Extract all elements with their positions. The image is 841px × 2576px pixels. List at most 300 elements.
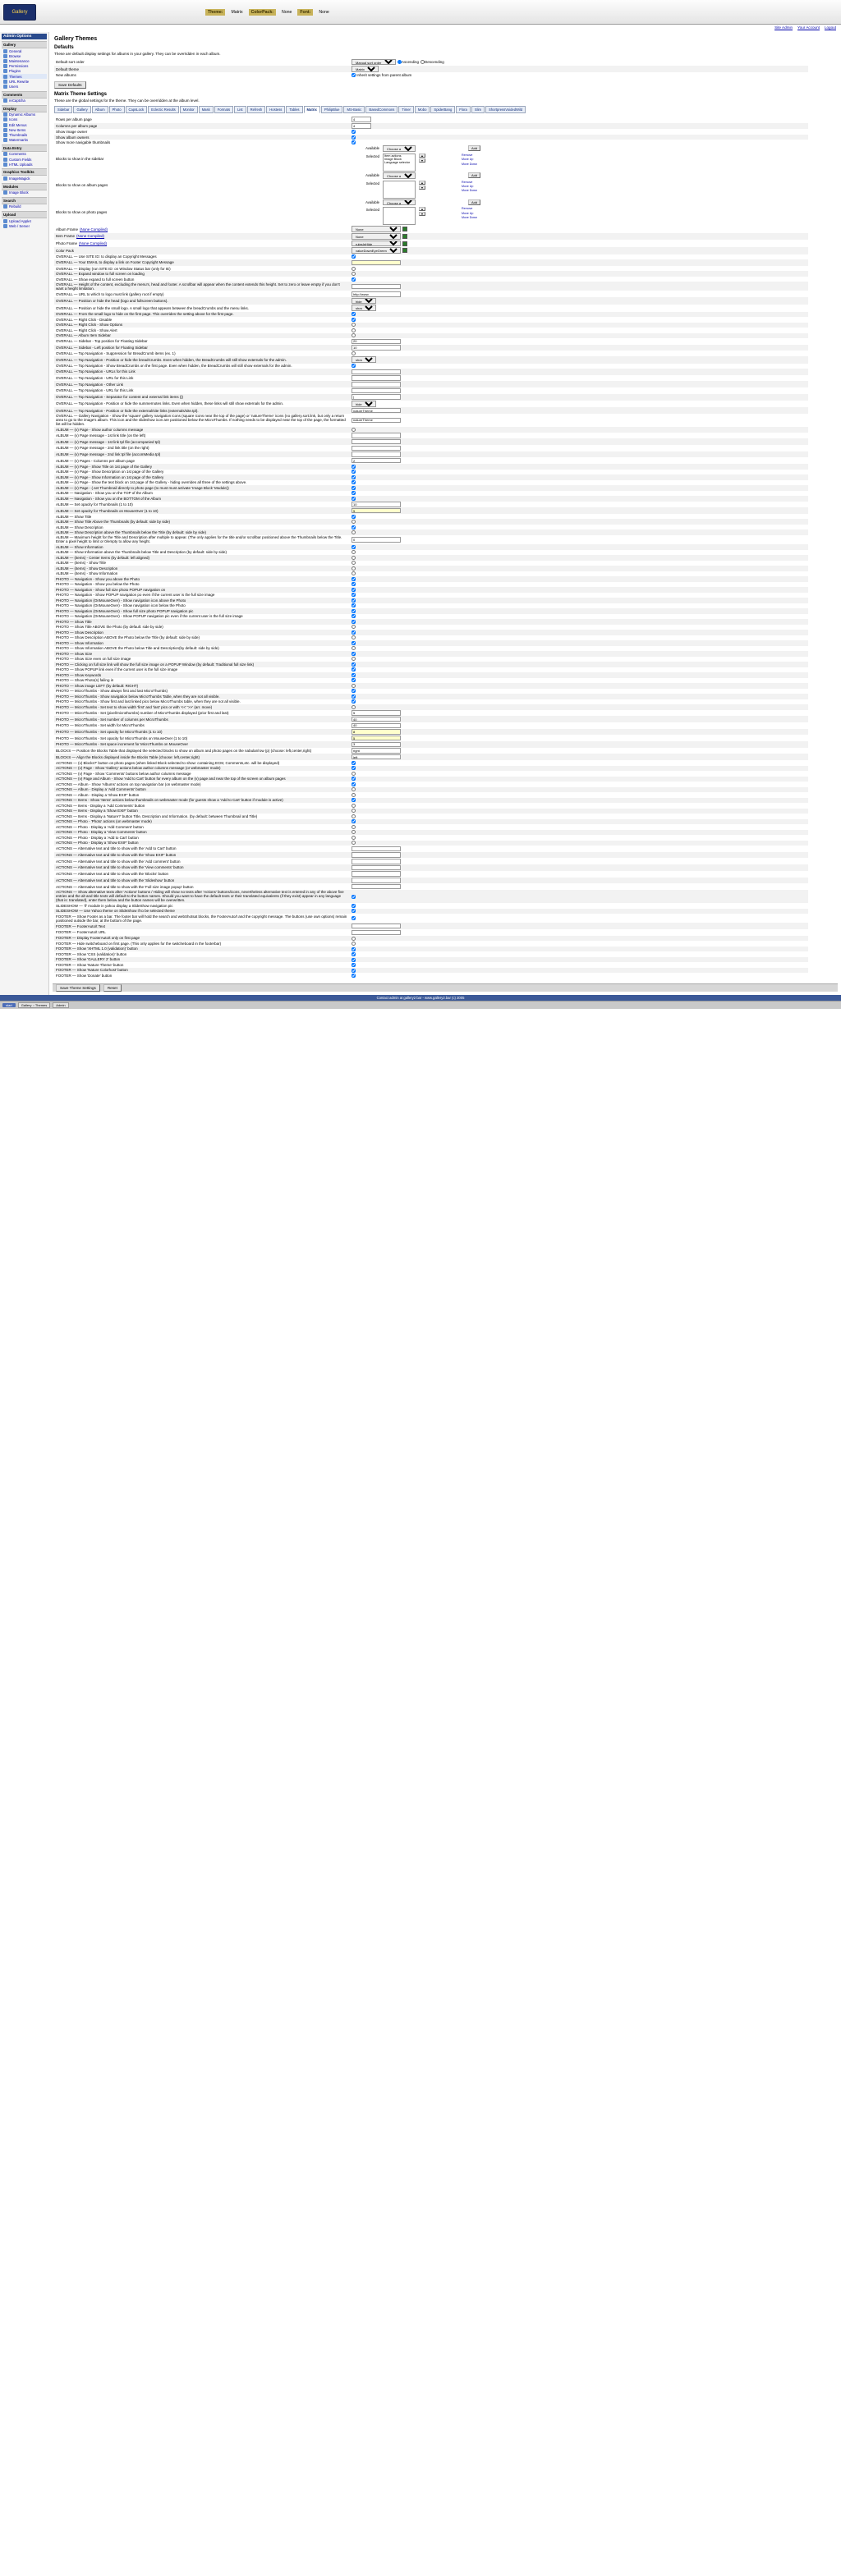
option-text-input[interactable] xyxy=(352,878,401,883)
table-row xyxy=(54,914,808,923)
option-label: PHOTO — Navigation (OnMouseOver) - Show POPUP navigation pic even if the current user is the full size image xyxy=(56,614,243,619)
default-theme-label: Default theme xyxy=(56,66,80,71)
list-item[interactable]: Language selector xyxy=(384,160,411,164)
option-text-input[interactable] xyxy=(352,742,401,748)
tab-mobo[interactable]: Mobo xyxy=(415,106,430,113)
option-checkbox[interactable] xyxy=(352,582,356,586)
option-select[interactable] xyxy=(352,401,376,407)
option-text-input[interactable] xyxy=(352,723,401,729)
move-up-arrow-icon[interactable]: ▲ xyxy=(419,207,425,211)
option-text-input[interactable] xyxy=(352,736,401,741)
option-text-input[interactable] xyxy=(352,382,401,387)
option-checkbox[interactable] xyxy=(352,705,356,709)
option-text-input[interactable] xyxy=(352,930,401,936)
option-label: OVERALL — Show expand to full screen button xyxy=(56,277,135,282)
block-remove-link[interactable]: Remove xyxy=(462,153,473,157)
option-label: ACTIONS — (v) Page - Show 'Comments' buttons below author columns message xyxy=(56,771,191,776)
option-label: OVERALL — Top Navigation - Suppression for BreadCrumb items (ex. 1) xyxy=(56,351,176,356)
sidebar-item-label: Thumbnails xyxy=(9,133,28,138)
option-text-input[interactable] xyxy=(352,502,401,507)
option-label: ALBUM — Maximum height for the Title and Description after multiple to appear. (The only applies for the title and/or scrollbar positioned above the Thumbnails below the Title. Enter a pixel height to limit or 0/empty to allow any height. xyxy=(56,535,342,544)
picker-select[interactable] xyxy=(352,226,401,232)
option-checkbox[interactable] xyxy=(352,662,356,667)
option-label: PHOTO — Show image LEFT (by default: RIGHT) xyxy=(56,683,139,688)
option-checkbox[interactable] xyxy=(352,809,356,813)
option-checkbox[interactable] xyxy=(352,947,356,951)
sidebar-title: Admin Options xyxy=(2,34,47,39)
option-label: FOOTER — FooterAuto/t URL xyxy=(56,930,106,935)
tab-spiderbang[interactable]: SpiderBang xyxy=(430,106,455,113)
list-item[interactable]: Item actions xyxy=(384,154,402,158)
sidebar-item-label: HTML Uploads xyxy=(9,162,33,167)
option-checkbox[interactable] xyxy=(352,830,356,834)
option-label: PHOTO — MicroThumbs - Set number of columns per MicroThumbs xyxy=(56,717,168,722)
option-label: OVERALL — URL to which to logo must link (gallery root if empty) xyxy=(56,291,164,296)
option-checkbox[interactable] xyxy=(352,841,356,845)
option-checkbox[interactable] xyxy=(352,545,356,549)
tab-refresh[interactable]: Refresh xyxy=(247,106,266,113)
sidebar-item-label: Themes xyxy=(9,74,22,79)
picker-select[interactable] xyxy=(352,233,401,240)
option-label: OVERALL — Position or hide the head (logo and fullscreen buttons). xyxy=(56,298,168,303)
page-title: Gallery Themes xyxy=(54,36,98,42)
tab-list[interactable]: List xyxy=(234,106,246,113)
option-checkbox[interactable] xyxy=(352,475,356,479)
option-text-input[interactable] xyxy=(352,458,401,464)
move-down-arrow-icon[interactable]: ▼ xyxy=(419,158,425,163)
sidebar-item-watermarks[interactable] xyxy=(2,138,47,143)
tab-matrix[interactable]: Matrix xyxy=(304,106,320,113)
option-text-input[interactable] xyxy=(352,439,401,445)
option-checkbox[interactable] xyxy=(352,593,356,597)
browser-topbar xyxy=(0,0,841,25)
option-label: FOOTER — Show 'Nature Theme' button xyxy=(56,962,124,967)
option-checkbox[interactable] xyxy=(352,772,356,776)
option-label: ACTIONS — Items - Display a 'Show EXIF' button xyxy=(56,809,138,814)
option-checkbox[interactable] xyxy=(352,694,356,699)
picker-link[interactable]: (None Compiled) xyxy=(79,241,108,246)
table-row xyxy=(54,883,808,890)
block-remove-link[interactable]: Remove xyxy=(462,180,473,184)
option-checkbox[interactable] xyxy=(352,804,356,808)
option-checkbox[interactable] xyxy=(352,673,356,677)
table-row xyxy=(54,445,808,451)
option-label: FOOTER — Show 'GALLERY 2' button xyxy=(56,957,121,962)
option-checkbox[interactable] xyxy=(352,277,356,282)
tab-gallery[interactable]: Gallery xyxy=(73,106,90,113)
color-swatch xyxy=(402,241,407,246)
image-icon xyxy=(3,176,7,181)
option-select[interactable] xyxy=(352,356,376,363)
option-checkbox[interactable] xyxy=(352,678,356,682)
option-label: ACTIONS — Photo - Display a 'Show EXIF' button xyxy=(56,841,139,846)
theme-settings-note: These are the global settings for the theme. They can be overridden at the album level. xyxy=(54,98,200,103)
option-label: OVERALL — Sidebar - Top position for Floating Sidebar xyxy=(56,339,148,344)
option-checkbox[interactable] xyxy=(352,318,356,322)
option-text-input[interactable] xyxy=(352,388,401,394)
tab-sidebar[interactable]: Sidebar xyxy=(54,106,72,113)
option-checkbox[interactable] xyxy=(352,550,356,554)
option-checkbox[interactable] xyxy=(352,609,356,613)
icons-icon xyxy=(3,117,7,121)
tab-ms-basic[interactable]: MS-Basic xyxy=(343,106,365,113)
move-up-arrow-icon[interactable]: ▲ xyxy=(419,181,425,185)
setting-checkbox[interactable] xyxy=(352,130,356,134)
setting-checkbox[interactable] xyxy=(352,140,356,144)
setting-text-input[interactable] xyxy=(352,117,371,122)
option-checkbox[interactable] xyxy=(352,782,356,786)
option-text-input[interactable] xyxy=(352,846,401,852)
defaults-note: These are default display settings for albums in your gallery. They can be overridden in each album. xyxy=(54,52,221,56)
option-checkbox[interactable] xyxy=(352,942,356,946)
reset-button[interactable]: Reset xyxy=(103,984,122,992)
tab-formats[interactable]: Formats xyxy=(214,106,233,113)
option-checkbox[interactable] xyxy=(352,566,356,571)
tab-hostess[interactable]: Hostess xyxy=(266,106,285,113)
font-value[interactable]: None xyxy=(319,9,329,15)
option-checkbox[interactable] xyxy=(352,699,356,704)
tab-basedcommons[interactable]: BasedCommons xyxy=(365,106,398,113)
option-label: OVERALL — Top Navigation - Separator for content and external link items (|) xyxy=(56,395,183,400)
tab-flora[interactable]: Flora xyxy=(456,106,471,113)
setting-text-input[interactable] xyxy=(352,123,371,129)
sidebar-item-rebuild[interactable] xyxy=(2,204,47,209)
option-checkbox[interactable] xyxy=(352,909,356,913)
option-checkbox[interactable] xyxy=(352,556,356,560)
option-checkbox[interactable] xyxy=(352,351,356,355)
option-checkbox[interactable] xyxy=(352,684,356,688)
selected-label: Selected xyxy=(365,208,379,213)
option-checkbox[interactable] xyxy=(352,603,356,607)
selected-blocks-list[interactable] xyxy=(383,181,416,199)
sidebar-item-web-server[interactable] xyxy=(2,223,47,228)
new-albums-label: New albums xyxy=(56,73,76,78)
option-label: OVERALL — Album Item Sidebar xyxy=(56,333,111,338)
setting-checkbox[interactable] xyxy=(352,135,356,140)
option-text-input[interactable] xyxy=(352,260,401,266)
available-blocks-select[interactable] xyxy=(383,199,416,206)
option-checkbox[interactable] xyxy=(352,652,356,656)
table-row xyxy=(54,710,808,717)
option-checkbox[interactable] xyxy=(352,333,356,337)
sidebar-item-label: General xyxy=(9,48,22,53)
tab-tables[interactable]: Tables xyxy=(286,106,302,113)
option-label: ACTIONS — Photo - 'Photo' actions (on webmaster mode) xyxy=(56,819,152,824)
option-checkbox[interactable] xyxy=(352,515,356,519)
option-label: PHOTO — Show Size xyxy=(56,651,93,656)
option-checkbox[interactable] xyxy=(352,530,356,534)
option-checkbox[interactable] xyxy=(352,497,356,501)
sidebar-heading-upload: Upload xyxy=(2,211,47,218)
tab-eclectic-results[interactable]: Eclectic Results xyxy=(148,106,179,113)
option-checkbox[interactable] xyxy=(352,625,356,629)
option-checkbox[interactable] xyxy=(352,571,356,575)
block-move-down-link[interactable]: Move Down xyxy=(462,189,477,193)
option-text-input[interactable] xyxy=(352,451,401,457)
option-label: FOOTER — Show 'Donate' button xyxy=(56,973,113,978)
option-label: PHOTO — MicroThumbs - Set width for MicroThumbs xyxy=(56,723,145,728)
option-checkbox[interactable] xyxy=(352,793,356,797)
browse-icon xyxy=(3,54,7,58)
option-checkbox[interactable] xyxy=(352,577,356,581)
site-admin-link[interactable]: Site Admin xyxy=(774,25,793,30)
option-text-input[interactable] xyxy=(352,446,401,451)
option-checkbox[interactable] xyxy=(352,520,356,524)
option-checkbox[interactable] xyxy=(352,480,356,484)
picker-select[interactable] xyxy=(352,241,401,247)
picker-link[interactable]: (None Compiled) xyxy=(76,234,105,239)
option-checkbox[interactable] xyxy=(352,328,356,332)
tab-album[interactable]: Album xyxy=(92,106,108,113)
option-checkbox[interactable] xyxy=(352,525,356,529)
option-checkbox[interactable] xyxy=(352,272,356,276)
selected-label: Selected xyxy=(365,181,379,186)
sidebar-item-label: Rebuild xyxy=(9,204,21,209)
option-checkbox[interactable] xyxy=(352,620,356,624)
block-picker-label: Blocks to show on photo pages xyxy=(56,209,108,214)
table-row xyxy=(54,381,808,387)
option-checkbox[interactable] xyxy=(352,958,356,962)
option-label: BLOCKS — Align the Blocks displayed inside the Blocks Table (choose: left,center,right) xyxy=(56,754,200,759)
option-checkbox[interactable] xyxy=(352,974,356,978)
option-checkbox[interactable] xyxy=(352,787,356,791)
option-checkbox[interactable] xyxy=(352,689,356,693)
tab-monitor[interactable]: Monitor xyxy=(180,106,198,113)
option-checkbox[interactable] xyxy=(352,657,356,661)
option-label: PHOTO — MicroThumbs - Set (pixel/microthumbs) number of MicroThumbs displayed (prior first and last) xyxy=(56,710,229,715)
option-text-input[interactable] xyxy=(352,884,401,890)
picker-link[interactable]: (None Compiled) xyxy=(80,227,108,231)
option-label: PHOTO — MicroThumbs - Set text to show width 'first' and 'last' pics or with '<<' '>>' (arr. move) xyxy=(56,704,213,709)
picker-title: Photo Frame xyxy=(56,241,78,246)
available-blocks-select[interactable] xyxy=(383,145,416,152)
sidebar-item-recaptcha[interactable] xyxy=(2,99,47,103)
option-text-input[interactable] xyxy=(352,369,401,375)
block-move-down-link[interactable]: Move Down xyxy=(462,162,477,166)
picker-select[interactable] xyxy=(352,247,401,254)
option-checkbox[interactable] xyxy=(352,364,356,368)
option-checkbox[interactable] xyxy=(352,614,356,618)
option-text-input[interactable] xyxy=(352,537,401,543)
block-remove-link[interactable]: Remove xyxy=(462,207,473,211)
tab-photo[interactable]: Photo xyxy=(109,106,125,113)
theme-value[interactable]: Matrix xyxy=(231,9,243,15)
available-blocks-select[interactable] xyxy=(383,172,416,179)
option-label: OVERALL — Top Navigation - Show BreadCrumbs on the first page. Even when hidden, the BreadCrumbs will still show externals for the admin. xyxy=(56,364,292,369)
option-checkbox[interactable] xyxy=(352,814,356,818)
option-text-input[interactable] xyxy=(352,284,401,290)
option-label: FOOTER — FooterAuto/t Text xyxy=(56,924,105,928)
table-row xyxy=(54,387,808,394)
option-checkbox[interactable] xyxy=(352,969,356,973)
sidebar-item-label: Maintenance xyxy=(9,58,30,63)
album-icon xyxy=(3,112,7,117)
option-label: ACTIONS — Show alternative texts after 'Actions' buttons / Hiding will show no texts after 'Actions' buttons/icons, nevertheless alternative text is entered in any of the above five entries and the alt and title texts will default to the button names. Should you want to have the default texts or their translated equivalents (if they exist) appear in any language (that is: translated), enter them below and the button names will be overwritten. xyxy=(56,890,344,903)
option-checkbox[interactable] xyxy=(352,635,356,639)
option-label: OVERALL — Right Click - Disable xyxy=(56,317,113,322)
option-label: PHOTO — MicroThumbs - Show first and last linked pics below MicroThumbs table, when they are not all visible. xyxy=(56,699,241,704)
sidebar-heading-graphics-toolkits: Graphics Toolkits xyxy=(2,168,47,176)
block-move-down-link[interactable]: Move Down xyxy=(462,216,477,219)
option-checkbox[interactable] xyxy=(352,267,356,271)
add-block-button[interactable]: Add xyxy=(468,145,480,151)
account-subnav xyxy=(0,25,841,32)
option-text-input[interactable] xyxy=(352,433,401,438)
option-checkbox[interactable] xyxy=(352,323,356,327)
option-checkbox[interactable] xyxy=(352,588,356,592)
default-sort-order-label: Default sort order xyxy=(56,59,85,64)
option-checkbox[interactable] xyxy=(352,486,356,490)
option-text-input[interactable] xyxy=(352,375,401,381)
option-checkbox[interactable] xyxy=(352,766,356,770)
option-text-input[interactable] xyxy=(352,754,401,760)
setting-label: Show more navigable thumbnails xyxy=(56,140,111,144)
option-text-input[interactable] xyxy=(352,871,401,877)
option-checkbox[interactable] xyxy=(352,254,356,259)
option-label: ALBUM — (items) - Center Items (by default: left aligned) xyxy=(56,555,150,560)
option-checkbox[interactable] xyxy=(352,836,356,840)
option-text-input[interactable] xyxy=(352,508,401,514)
option-checkbox[interactable] xyxy=(352,819,356,823)
option-label: PHOTO — Navigation - Show you below the Photo xyxy=(56,582,140,587)
sidebar-item-users[interactable] xyxy=(2,84,47,89)
default-sort-order-select[interactable] xyxy=(352,59,396,66)
logout-link[interactable]: Logout xyxy=(824,25,836,30)
tab-philipblue[interactable]: PhilipBlue xyxy=(321,106,343,113)
option-label: ALBUM — Set opacity for Thumbnails on MouseOver (1 to 10) xyxy=(56,508,159,513)
taskbar-item[interactable]: Gallery :: Themes xyxy=(18,1002,51,1008)
option-checkbox[interactable] xyxy=(352,667,356,672)
table-row xyxy=(54,722,808,729)
start-button[interactable]: start xyxy=(2,1003,16,1007)
table-row xyxy=(54,871,808,878)
option-label: PHOTO — MicroThumbs - Set opacity for MicroThumbs (1 to 10) xyxy=(56,729,163,734)
option-checkbox[interactable] xyxy=(352,561,356,565)
option-text-input[interactable] xyxy=(352,748,401,754)
selected-blocks-list[interactable] xyxy=(383,207,416,225)
option-text-input[interactable] xyxy=(352,339,401,345)
option-text-input[interactable] xyxy=(352,924,401,929)
option-select[interactable] xyxy=(352,305,376,311)
block-move-up-link[interactable]: Move Up xyxy=(462,158,474,162)
option-checkbox[interactable] xyxy=(352,641,356,645)
table-row xyxy=(54,414,808,427)
menu-icon xyxy=(3,123,7,127)
option-checkbox[interactable] xyxy=(352,491,356,495)
tab-capslock[interactable]: CapsLock xyxy=(126,106,148,113)
option-label: PHOTO — Navigation - Show full size photo POPUP navigation on xyxy=(56,587,166,592)
sidebar-item-imagemagick[interactable] xyxy=(2,176,47,181)
selected-blocks-list[interactable] xyxy=(383,154,416,172)
option-checkbox[interactable] xyxy=(352,646,356,650)
block-move-up-link[interactable]: Move Up xyxy=(462,184,474,188)
option-text-input[interactable] xyxy=(352,865,401,871)
option-checkbox[interactable] xyxy=(352,904,356,908)
move-up-arrow-icon[interactable]: ▲ xyxy=(419,154,425,158)
option-label: OVERALL — Position or hide the small logo. A small logo that appears between the breadCrumbs and the menu links. xyxy=(56,305,249,310)
captcha-icon xyxy=(3,99,7,103)
tab-shortpressvoidedwild[interactable]: ShortpressVoidedWild xyxy=(485,106,526,113)
your-account-link[interactable]: Your Account xyxy=(797,25,820,30)
option-text-input[interactable] xyxy=(352,394,401,400)
sidebar-item-label: Custom Fields xyxy=(9,157,32,162)
option-label: ACTIONS — Items - Display a 'Nature?' button Title, Description and Information. (by default: between Thumbnail and Title) xyxy=(56,814,258,818)
option-checkbox[interactable] xyxy=(352,963,356,967)
list-item[interactable]: Image Block xyxy=(384,157,402,161)
option-text-input[interactable] xyxy=(352,418,401,424)
taskbar-item[interactable]: Admin xyxy=(53,1002,68,1008)
colorpack-value[interactable]: None xyxy=(281,9,292,15)
option-checkbox[interactable] xyxy=(352,465,356,469)
sidebar-item-label: Browse xyxy=(9,53,21,58)
option-checkbox[interactable] xyxy=(352,798,356,802)
option-text-input[interactable] xyxy=(352,729,401,735)
option-text-input[interactable] xyxy=(352,710,401,716)
default-theme-select[interactable] xyxy=(352,66,379,72)
option-checkbox[interactable] xyxy=(352,952,356,956)
option-label: PHOTO — MicroThumbs - Show always first and last MicroThumbs) xyxy=(56,689,168,694)
option-checkbox[interactable] xyxy=(352,630,356,635)
tab-slim[interactable]: Slim xyxy=(471,106,485,113)
option-text-input[interactable] xyxy=(352,852,401,858)
option-label: PHOTO — Show Description ABOVE the Photo below the Title (by default: side by side) xyxy=(56,635,200,640)
table-row xyxy=(54,199,808,226)
save-theme-settings-button[interactable]: Save Theme Settings xyxy=(56,984,100,992)
defaults-actions xyxy=(54,81,838,89)
option-text-input[interactable] xyxy=(352,859,401,864)
option-checkbox[interactable] xyxy=(352,428,356,432)
inherit-settings-checkbox[interactable] xyxy=(352,73,356,77)
option-checkbox[interactable] xyxy=(352,777,356,781)
option-label: BLOCKS — Position the Blocks Table that displayed the selected blocks to show on album and photo pages on the nabular/row (p) (choose: left,center,right) xyxy=(56,749,312,754)
sidebar-item-image-block[interactable] xyxy=(2,190,47,195)
option-checkbox[interactable] xyxy=(352,916,356,920)
sidebar-item-label: Plugins xyxy=(9,69,21,74)
table-row xyxy=(54,172,808,199)
option-checkbox[interactable] xyxy=(352,470,356,474)
table-row xyxy=(54,754,808,760)
option-checkbox[interactable] xyxy=(352,312,356,316)
sidebar-item-html-uploads[interactable] xyxy=(2,162,47,167)
tab-timer[interactable]: Timer xyxy=(398,106,414,113)
table-row xyxy=(54,145,808,172)
add-block-button[interactable]: Add xyxy=(468,172,480,178)
option-text-input[interactable] xyxy=(352,291,401,297)
option-label: ALBUM — (items) - Show Information xyxy=(56,571,118,576)
option-text-input[interactable] xyxy=(352,717,401,722)
table-row xyxy=(54,858,808,864)
tab-mask[interactable]: Mask xyxy=(199,106,214,113)
option-label: PHOTO — Show POPUP link even if the current user is the full size image xyxy=(56,667,178,672)
add-block-button[interactable]: Add xyxy=(468,199,480,205)
option-select[interactable] xyxy=(352,298,376,305)
block-move-up-link[interactable]: Move Up xyxy=(462,211,474,215)
option-checkbox[interactable] xyxy=(352,598,356,603)
move-down-arrow-icon[interactable]: ▼ xyxy=(419,186,425,190)
save-defaults-button[interactable]: Save Defaults xyxy=(54,81,86,89)
option-checkbox[interactable] xyxy=(352,825,356,829)
move-down-arrow-icon[interactable]: ▼ xyxy=(419,212,425,216)
option-checkbox[interactable] xyxy=(352,937,356,941)
plug-icon xyxy=(3,69,7,73)
option-text-input[interactable] xyxy=(352,408,401,414)
option-checkbox[interactable] xyxy=(352,761,356,765)
option-text-input[interactable] xyxy=(352,345,401,351)
option-label: PHOTO — Show Photo(s) failing in xyxy=(56,678,114,683)
option-checkbox[interactable] xyxy=(352,895,356,899)
selected-label: Selected xyxy=(365,154,379,158)
color-swatch xyxy=(402,248,407,253)
